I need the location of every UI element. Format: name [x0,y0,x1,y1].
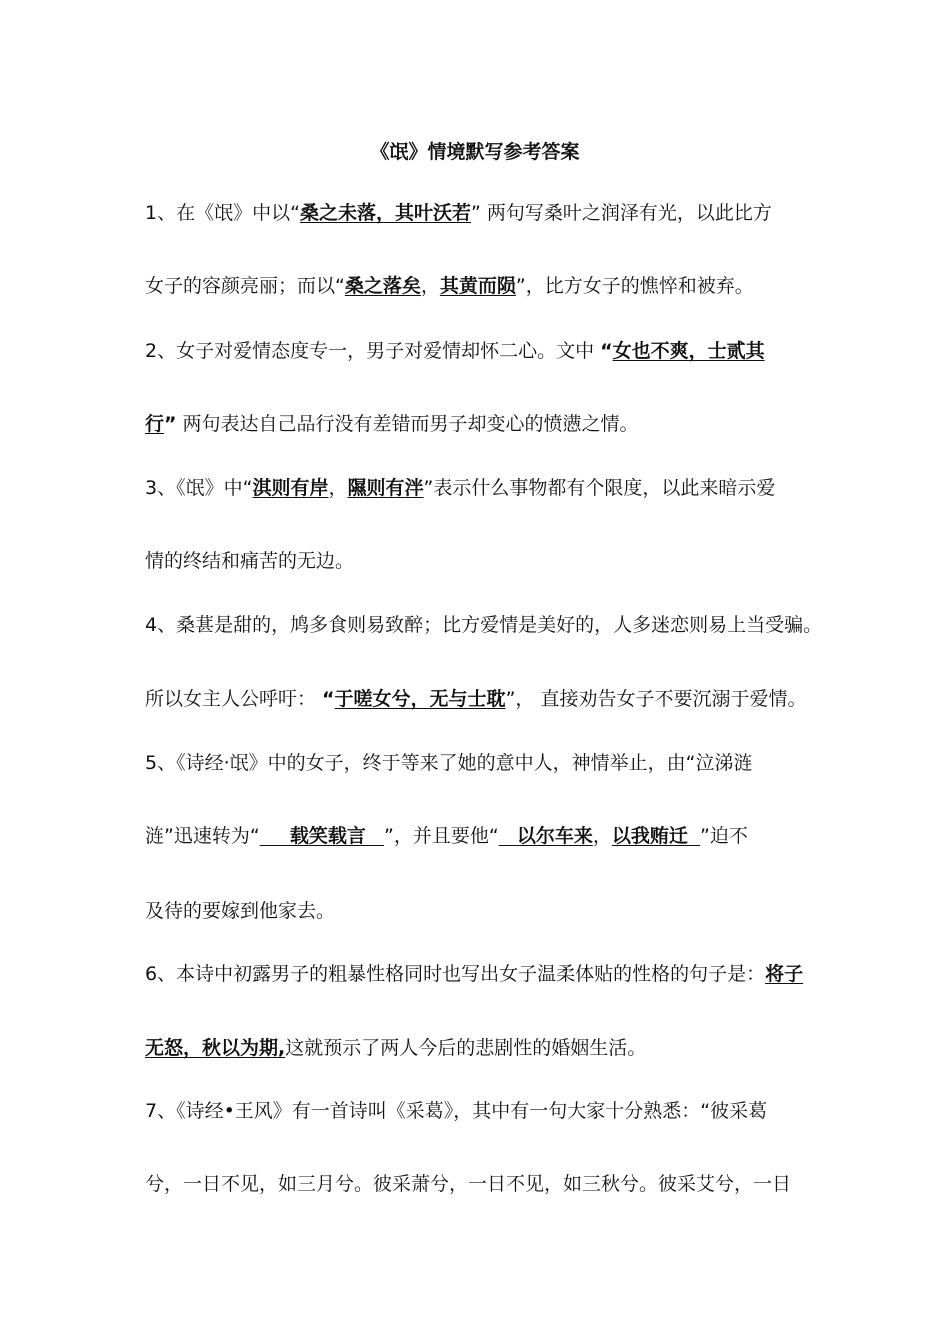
item-4-line-2 [145,684,835,714]
item-1-line-2 [145,271,835,301]
item-1-line-1 [145,198,835,228]
item-5-answer-2: 以尔车来 [516,825,593,847]
item-4-open-quote: “ [322,688,335,710]
item-3-text: 3、《氓》中“ [145,477,253,499]
item-6-line-1 [145,959,835,989]
item-2-line-2 [145,409,835,439]
item-2-text: 2、女子对爱情态度专一，男子对爱情却怀二心。文中 [145,340,601,362]
item-1-text-tail: ” 两句写桑叶之润泽有光，以此比方 [470,202,772,224]
item-5-blank-1-pad [260,825,290,847]
item-5-blank-3-pad-end [688,825,700,847]
item-7-line-2 [145,1169,835,1199]
item-7-text: 7、《诗经•王风》有一首诗叫《采葛》，其中有一句大家十分熟悉：“彼采葛 [145,1100,768,1122]
page-title: 《氓》情境默写参考答案 [370,141,580,163]
item-2-answer-2: 行 [145,413,165,435]
item-3-line-2 [145,546,835,576]
item-5-answer-1: 载笑载言 [289,825,366,847]
item-5-line-3 [145,896,835,926]
item-3-answer-2: 隰则有泮 [347,477,424,499]
item-2-line-1 [145,336,835,366]
item-2-answer-1: 女也不爽，士贰其 [612,340,765,362]
item-6-line-2 [145,1033,835,1063]
item-4-line-1 [145,610,835,640]
item-5-text-3: ”，并且要他“ [384,825,499,847]
item-6-answer-1: 将子 [765,963,804,985]
item-1-sep-2: ， [420,275,440,297]
item-3-answer-1: 淇则有岸 [252,477,329,499]
item-1-answer-3: 桑之落矣 [344,275,421,297]
item-1-answer-4: 其黄而陨 [439,275,516,297]
item-4-text-tail: ”， 直接劝告女子不要沉溺于爱情。 [505,688,807,710]
item-5-line-1 [145,748,835,778]
item-5-text: 5、《诗经·氓》中的女子，终于等来了她的意中人，神情举止，由“泣涕涟 [145,752,753,774]
item-1-answer-2: 其叶沃若 [394,202,471,224]
item-2-close-quote: ” [164,413,177,435]
item-4-answer: 于嗟女兮，无与士耽 [334,688,506,710]
item-1-text: 1、在《氓》中以“ [145,202,300,224]
item-1-text-2: 女子的容颜亮丽；而以“ [145,275,345,297]
item-5-blank-1-pad-end [366,825,384,847]
item-5-blank-2-pad [499,825,517,847]
item-1-text-tail-2: ”，比方女子的憔悴和被弃。 [515,275,754,297]
item-6-text-tail: 这就预示了两人今后的悲剧性的婚姻生活。 [285,1037,647,1059]
item-2-open-quote: “ [600,340,613,362]
item-1-answer-1: 桑之未落 [299,202,376,224]
item-1-answer-sep: ， [375,202,395,224]
item-7-line-1 [145,1096,835,1126]
item-5-text-2: 涟”迅速转为“ [145,825,260,847]
item-5-line-2 [145,821,835,851]
item-7-text-2: 兮，一日不见，如三月兮。彼采萧兮，一日不见，如三秋兮。彼采艾兮，一日 [145,1173,792,1195]
item-5-text-tail: ”迫不 [699,825,748,847]
item-3-text-2: 情的终结和痛苦的无边。 [145,550,355,572]
item-2-text-tail: 两句表达自己品行没有差错而男子却变心的愤懑之情。 [176,413,639,435]
item-3-line-1 [145,473,835,503]
item-6-text: 6、本诗中初露男子的粗暴性格同时也写出女子温柔体贴的性格的句子是： [145,963,766,985]
item-5-answer-3: 以我贿迁 [611,825,688,847]
item-6-answer-2: 无怒，秋以为期, [145,1037,286,1059]
item-4-text-2: 所以女主人公呼吁： [145,688,323,710]
item-5-sep: ， [592,825,612,847]
item-4-text: 4、桑葚是甜的，鸠多食则易致醉；比方爱情是美好的，人多迷恋则易上当受骗。 [145,614,823,636]
item-3-text-tail: ”表示什么事物都有个限度，以此来暗示爱 [423,477,776,499]
item-5-text-4: 及待的要嫁到他家去。 [145,900,336,922]
item-3-sep: ， [328,477,348,499]
